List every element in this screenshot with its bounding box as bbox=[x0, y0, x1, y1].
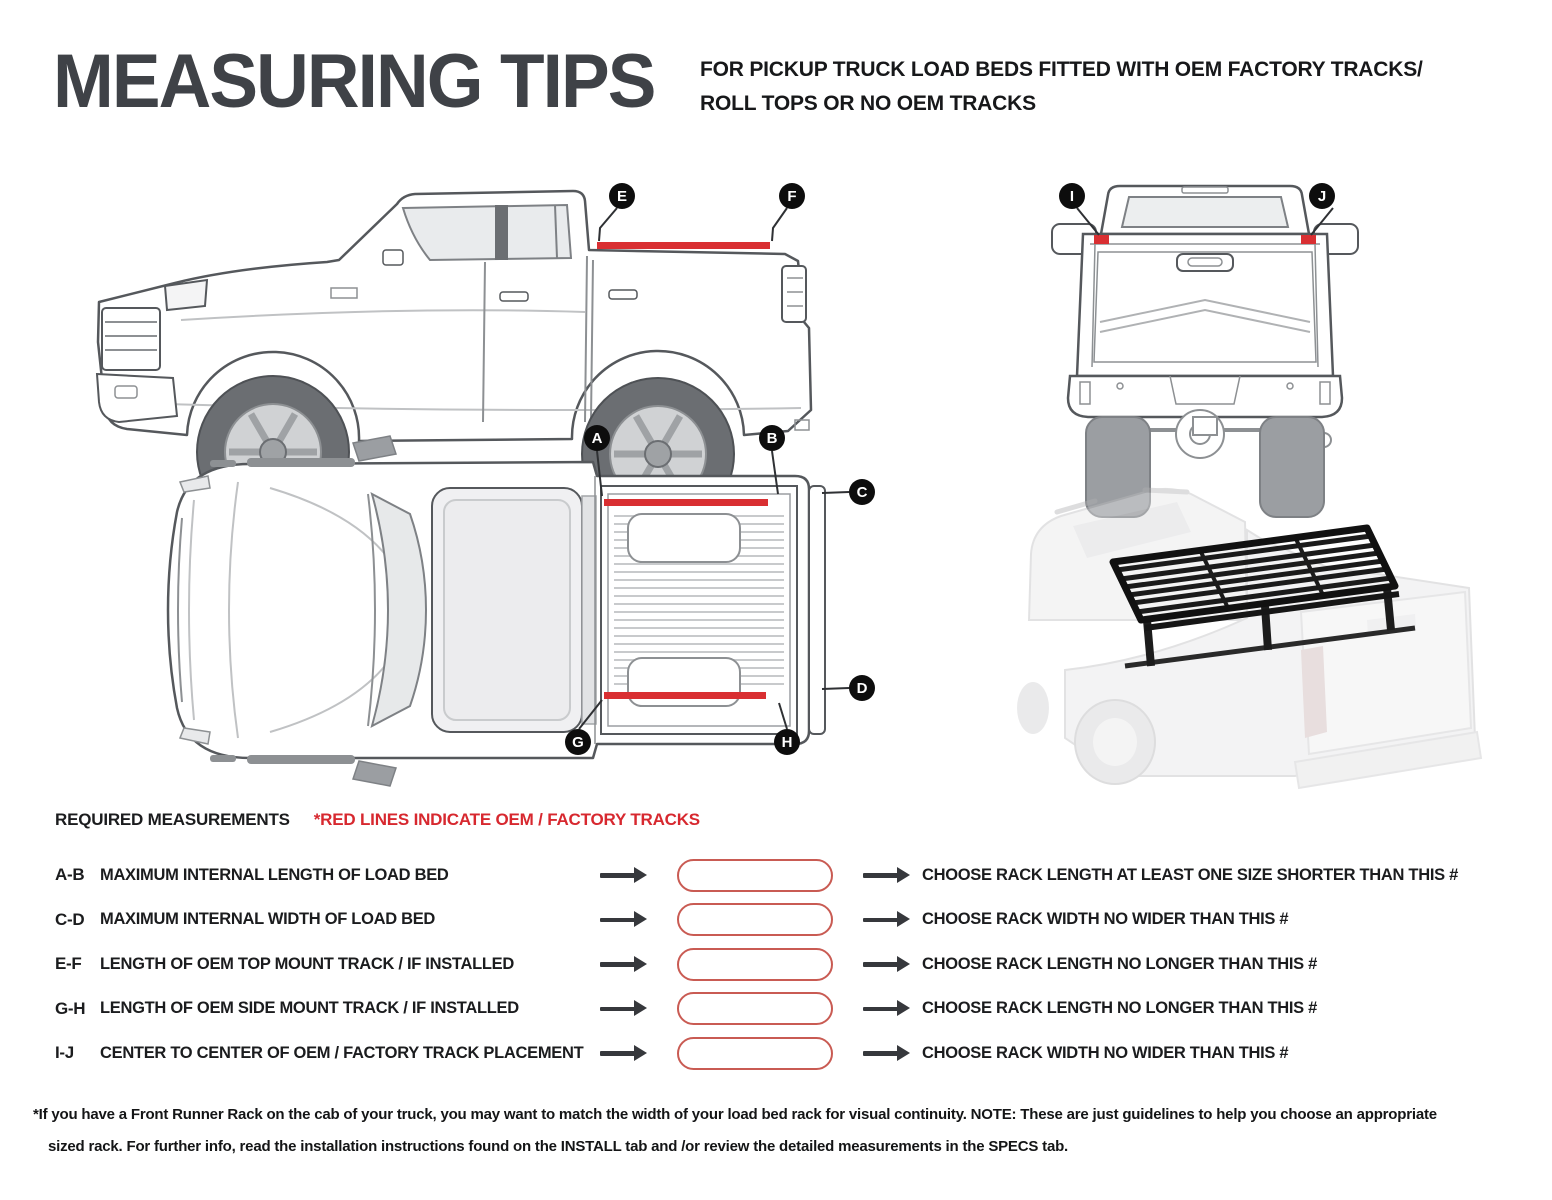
load-bed-rack-photo bbox=[995, 470, 1510, 800]
marker-i: I bbox=[1059, 183, 1085, 209]
marker-b: B bbox=[759, 425, 785, 451]
subtitle-line-1: FOR PICKUP TRUCK LOAD BEDS FITTED WITH OEM FACTORY TRACKS/ bbox=[700, 58, 1423, 81]
truck-top-view bbox=[150, 430, 910, 790]
marker-a: A bbox=[584, 425, 610, 451]
measurement-input-pill[interactable] bbox=[677, 859, 833, 892]
arrow-right-icon bbox=[863, 1000, 910, 1017]
measurement-row-cd bbox=[55, 903, 1458, 937]
measurement-description: MAXIMUM INTERNAL WIDTH OF LOAD BED bbox=[100, 910, 436, 928]
measurement-guidance: CHOOSE RACK LENGTH NO LONGER THAN THIS # bbox=[922, 999, 1318, 1017]
oem-track-red-line-bottom bbox=[604, 692, 766, 699]
measurement-input-pill[interactable] bbox=[677, 992, 833, 1025]
measurement-input-pill[interactable] bbox=[677, 903, 833, 936]
marker-e: E bbox=[609, 183, 635, 209]
measurement-description: MAXIMUM INTERNAL LENGTH OF LOAD BED bbox=[100, 865, 449, 884]
measurement-guidance: CHOOSE RACK WIDTH NO WIDER THAN THIS # bbox=[922, 910, 1289, 928]
measurement-guidance: CHOOSE RACK LENGTH NO LONGER THAN THIS # bbox=[922, 954, 1318, 973]
required-measurements-label: REQUIRED MEASUREMENTS bbox=[55, 810, 290, 829]
marker-d: D bbox=[849, 675, 875, 701]
page-subtitle bbox=[700, 53, 1423, 121]
measurement-input-pill[interactable] bbox=[677, 948, 833, 981]
measurement-row-gh bbox=[55, 992, 1458, 1026]
oem-top-track-red-line bbox=[597, 242, 770, 249]
measurement-row-ab bbox=[55, 858, 1458, 892]
marker-f: F bbox=[779, 183, 805, 209]
arrow-right-icon bbox=[600, 911, 647, 928]
arrow-right-icon bbox=[600, 1000, 647, 1017]
measurement-description: LENGTH OF OEM SIDE MOUNT TRACK / IF INSTALLED bbox=[100, 999, 519, 1017]
oem-track-mark-left bbox=[1094, 235, 1109, 244]
measurement-guidance: CHOOSE RACK LENGTH AT LEAST ONE SIZE SHORTER THAN THIS # bbox=[922, 865, 1458, 884]
oem-track-mark-right bbox=[1301, 235, 1316, 244]
footnote-line-1: *If you have a Front Runner Rack on the cab of your truck, you may want to match the width of your load bed rack for visual continuity. NOTE: These are just guidelines to help you choose an appropriate bbox=[33, 1106, 1437, 1123]
load-bed-rack-illustration bbox=[995, 470, 1510, 800]
required-measurements-heading bbox=[55, 810, 700, 830]
page-title: MEASURING TIPS bbox=[53, 39, 655, 124]
measurement-code: E-F bbox=[55, 954, 82, 973]
footnote-line-2: sized rack. For further info, read the installation instructions found on the INSTALL tab and /or review the detailed measurements in the SPECS tab. bbox=[48, 1138, 1069, 1155]
arrow-right-icon bbox=[863, 867, 910, 884]
arrow-right-icon bbox=[863, 1045, 910, 1062]
subtitle-line-2: ROLL TOPS OR NO OEM TRACKS bbox=[700, 92, 1036, 115]
marker-g: G bbox=[565, 729, 591, 755]
measurement-description: LENGTH OF OEM TOP MOUNT TRACK / IF INSTALLED bbox=[100, 954, 514, 973]
oem-track-red-line-top bbox=[604, 499, 768, 506]
arrow-right-icon bbox=[863, 956, 910, 973]
measurement-input-pill[interactable] bbox=[677, 1037, 833, 1070]
arrow-right-icon bbox=[600, 956, 647, 973]
marker-j: J bbox=[1309, 183, 1335, 209]
measurement-row-ij bbox=[55, 1036, 1458, 1070]
marker-c: C bbox=[849, 479, 875, 505]
red-lines-note: *RED LINES INDICATE OEM / FACTORY TRACKS bbox=[313, 810, 700, 829]
measurement-row-ef bbox=[55, 947, 1458, 981]
arrow-right-icon bbox=[600, 867, 647, 884]
measurement-code: C-D bbox=[55, 909, 85, 929]
measurement-code: G-H bbox=[55, 998, 86, 1018]
marker-h: H bbox=[774, 729, 800, 755]
measurement-description: CENTER TO CENTER OF OEM / FACTORY TRACK PLACEMENT bbox=[100, 1043, 584, 1062]
measurement-guidance: CHOOSE RACK WIDTH NO WIDER THAN THIS # bbox=[922, 1043, 1289, 1062]
measurement-code: I-J bbox=[55, 1043, 74, 1062]
arrow-right-icon bbox=[600, 1045, 647, 1062]
arrow-right-icon bbox=[863, 911, 910, 928]
measurement-rows bbox=[55, 858, 1458, 1081]
measurement-code: A-B bbox=[55, 865, 85, 884]
